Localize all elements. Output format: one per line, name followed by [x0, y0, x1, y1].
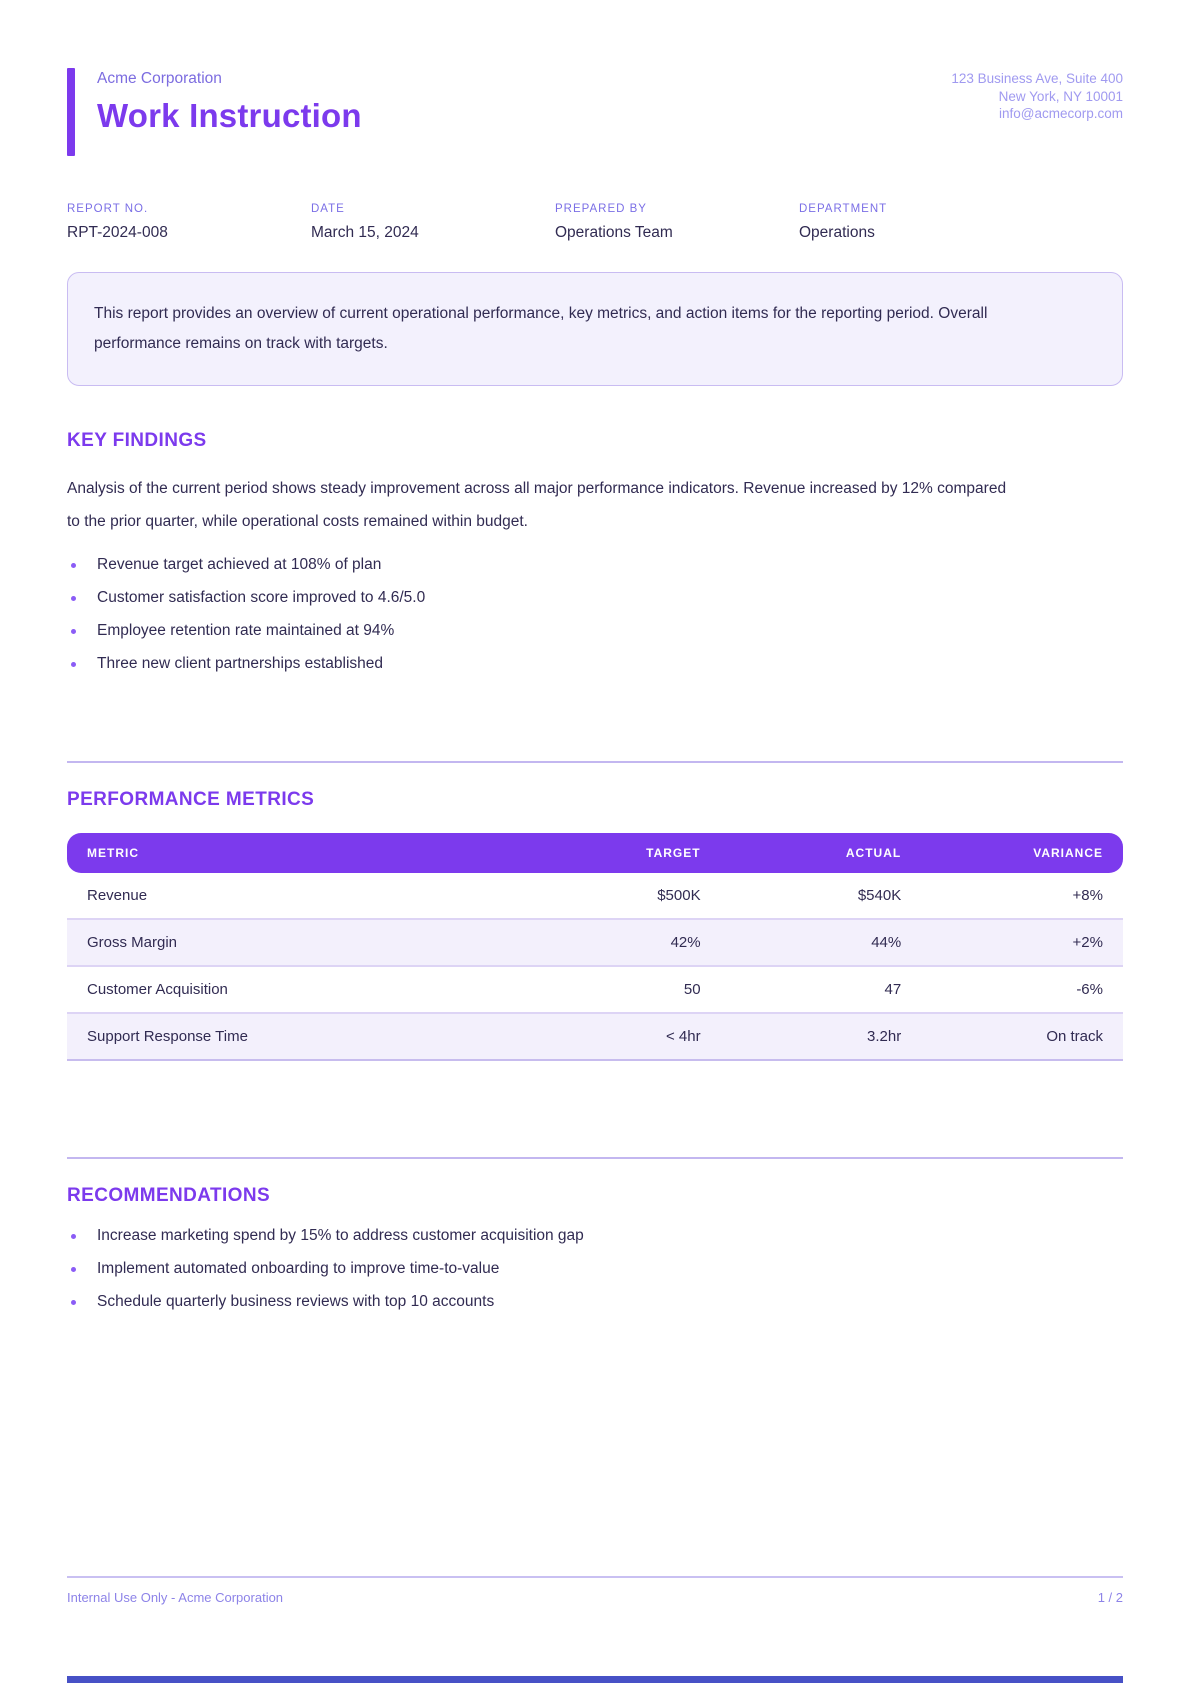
list-item-text: Three new client partnerships established — [97, 655, 384, 672]
performance-metrics-table — [67, 833, 1123, 1061]
address-line-city: New York, NY 10001 — [998, 88, 1123, 104]
meta-field-prepared-by — [555, 203, 799, 242]
title-accent-bar — [67, 68, 75, 156]
meta-field-date — [311, 203, 555, 242]
summary-box — [67, 272, 1123, 386]
key-findings-paragraph: Analysis of the current period shows steady improvement across all major performance indicators. Revenue increased by 12% compared to the prior quarter, while operational costs remained within budget. — [67, 480, 1007, 530]
report-meta-row — [67, 203, 1123, 242]
bullet-icon — [71, 1267, 76, 1272]
cell-metric: Revenue — [67, 873, 489, 920]
list-item — [67, 1225, 1123, 1247]
column-header-actual: ACTUAL — [701, 833, 902, 873]
section-key-findings — [67, 430, 1123, 675]
cell-metric: Support Response Time — [67, 1014, 489, 1061]
meta-field-department — [799, 203, 1043, 242]
list-item-text: Schedule quarterly business reviews with top 10 accounts — [97, 1293, 495, 1310]
meta-value: March 15, 2024 — [311, 224, 419, 241]
page-footer — [67, 1576, 1123, 1605]
list-item — [67, 653, 1123, 675]
page-number: 1 / 2 — [1097, 1590, 1123, 1605]
cell-metric: Customer Acquisition — [67, 967, 489, 1014]
key-findings-heading: KEY FINDINGS — [67, 430, 207, 451]
meta-value: RPT-2024-008 — [67, 224, 168, 241]
list-item — [67, 1291, 1123, 1313]
meta-label: DEPARTMENT — [799, 203, 888, 215]
meta-value: Operations — [799, 224, 875, 241]
recommendations-heading: RECOMMENDATIONS — [67, 1185, 271, 1206]
cell-target: 50 — [489, 967, 700, 1014]
cell-actual: 3.2hr — [701, 1014, 902, 1061]
bullet-icon — [71, 563, 76, 568]
cell-target: 42% — [489, 920, 700, 967]
cell-variance: +8% — [901, 873, 1123, 920]
cell-actual: $540K — [701, 873, 902, 920]
cell-actual: 47 — [701, 967, 902, 1014]
cell-actual: 44% — [701, 920, 902, 967]
list-item — [67, 554, 1123, 576]
list-item — [67, 620, 1123, 642]
table-header — [67, 833, 1123, 873]
section-recommendations — [67, 1185, 1123, 1313]
bullet-icon — [71, 662, 76, 667]
table-row — [67, 920, 1123, 967]
cell-variance: -6% — [901, 967, 1123, 1014]
meta-label: PREPARED BY — [555, 203, 647, 215]
bullet-icon — [71, 1300, 76, 1305]
column-header-variance: VARIANCE — [901, 833, 1123, 873]
list-item-text: Employee retention rate maintained at 94% — [97, 622, 395, 639]
meta-value: Operations Team — [555, 224, 673, 241]
bullet-icon — [71, 629, 76, 634]
section-divider — [67, 761, 1123, 763]
section-performance-metrics — [67, 789, 1123, 1061]
performance-metrics-heading: PERFORMANCE METRICS — [67, 789, 315, 810]
list-item — [67, 1258, 1123, 1280]
list-item — [67, 587, 1123, 609]
meta-label: DATE — [311, 203, 345, 215]
bullet-icon — [71, 596, 76, 601]
table-row — [67, 967, 1123, 1014]
summary-text: This report provides an overview of current operational performance, key metrics, and action items for the reporting period. Overall performance remains on track with targets. — [94, 305, 988, 352]
cell-target: $500K — [489, 873, 700, 920]
document-header — [67, 68, 1123, 156]
meta-label: REPORT NO. — [67, 203, 149, 215]
recommendations-list — [67, 1225, 1123, 1313]
key-findings-list — [67, 554, 1123, 675]
list-item-text: Implement automated onboarding to improve time-to-value — [97, 1260, 500, 1277]
document-title: Work Instruction — [97, 97, 362, 134]
footer-classification: Internal Use Only - Acme Corporation — [67, 1590, 284, 1605]
title-block — [97, 68, 362, 156]
header-title-group — [67, 68, 362, 156]
next-page-edge — [67, 1676, 1123, 1683]
column-header-target: TARGET — [489, 833, 700, 873]
company-name: Acme Corporation — [97, 70, 222, 87]
cell-variance: +2% — [901, 920, 1123, 967]
list-item-text: Increase marketing spend by 15% to address customer acquisition gap — [97, 1227, 584, 1244]
list-item-text: Customer satisfaction score improved to 4.6/5.0 — [97, 589, 426, 606]
cell-metric: Gross Margin — [67, 920, 489, 967]
cell-variance: On track — [901, 1014, 1123, 1061]
list-item-text: Revenue target achieved at 108% of plan — [97, 556, 382, 573]
address-line-email: info@acmecorp.com — [999, 106, 1123, 121]
cell-target: < 4hr — [489, 1014, 700, 1061]
table-row — [67, 873, 1123, 920]
column-header-metric: METRIC — [67, 833, 489, 873]
company-address — [951, 68, 1123, 123]
section-divider — [67, 1157, 1123, 1159]
table-row — [67, 1014, 1123, 1061]
bullet-icon — [71, 1234, 76, 1239]
meta-field-report-no — [67, 203, 311, 242]
address-line-street: 123 Business Ave, Suite 400 — [951, 71, 1123, 86]
